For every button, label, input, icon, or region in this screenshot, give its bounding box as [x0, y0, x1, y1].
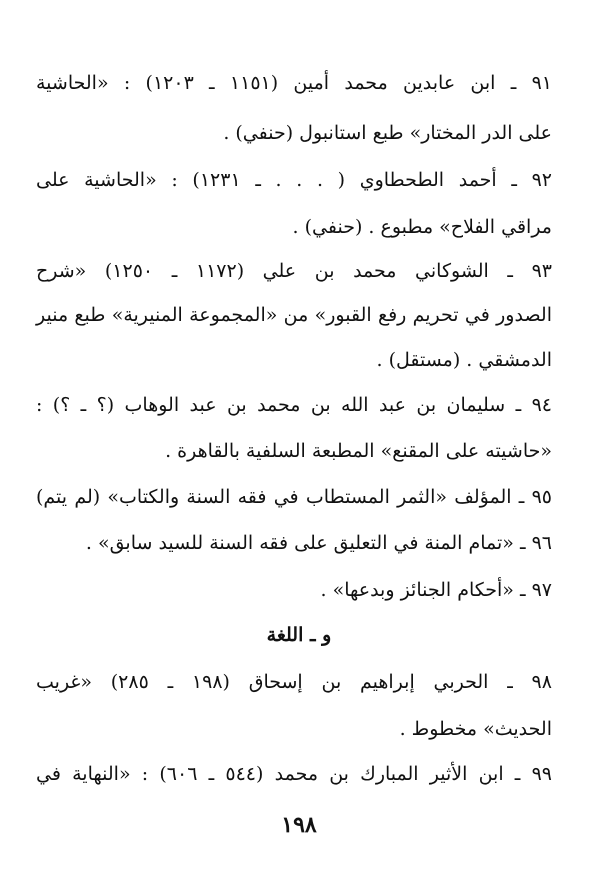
entry-93-line-3: الدمشقي . (مستقل) . — [376, 349, 552, 371]
section-heading: و ـ اللغة — [266, 624, 332, 646]
entry-99-line-1: ٩٩ ـ ابن الأثير المبارك بن محمد (٥٤٤ ـ ٦٠٦) : «النهاية في — [36, 763, 552, 785]
entry-98-line-1: ٩٨ ـ الحربي إبراهيم بن إسحاق (١٩٨ ـ ٢٨٥) «غريب — [36, 671, 552, 693]
entry-94-line-2: «حاشيته على المقنع» المطبعة السلفية بالقاهرة . — [165, 440, 552, 462]
entry-91-line-1: ٩١ ـ ابن عابدين محمد أمين (١١٥١ ـ ١٢٠٣) : «الحاشية — [36, 72, 552, 94]
entry-98-line-2: الحديث» مخطوط . — [399, 718, 552, 740]
entry-91-line-2: على الدر المختار» طبع استانبول (حنفي) . — [223, 122, 552, 144]
entry-92-line-1: ٩٢ ـ أحمد الطحطاوي ( . . . ـ ١٢٣١) : «الحاشية على — [36, 169, 553, 191]
page-number: ١٩٨ — [281, 812, 317, 838]
entry-92-line-2: مراقي الفلاح» مطبوع . (حنفي) . — [292, 216, 552, 238]
entry-96-line: ٩٦ ـ «تمام المنة في التعليق على فقه السنة للسيد سابق» . — [85, 532, 552, 554]
entry-95-line: ٩٥ ـ المؤلف «الثمر المستطاب في فقه السنة والكتاب» (لم يتم) — [36, 486, 552, 508]
entry-93-line-1: ٩٣ ـ الشوكاني محمد بن علي (١١٧٢ ـ ١٢٥٠) «شرح — [36, 260, 552, 282]
entry-97-line: ٩٧ ـ «أحكام الجنائز وبدعها» . — [320, 579, 552, 601]
entry-93-line-2: الصدور في تحريم رفع القبور» من «المجموعة المنيرية» طبع منير — [36, 304, 552, 326]
entry-94-line-1: ٩٤ ـ سليمان بن عبد الله بن محمد بن عبد الوهاب (؟ ـ ؟) : — [36, 394, 552, 416]
